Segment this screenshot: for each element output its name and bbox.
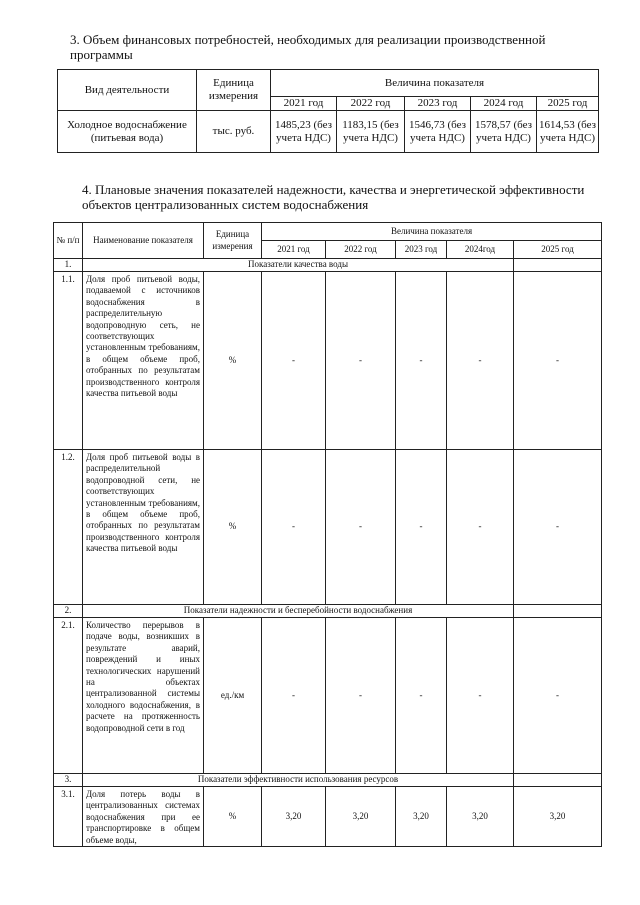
header-value: Величина показателя: [262, 223, 602, 241]
activity-cell: Холодное водоснабжение (питьевая вода): [58, 111, 197, 153]
indicator-name: Количество перерывов в подаче воды, возникших в результате аварий, повреждений и иных технологических нарушений на объектах централизованной системы холодного водоснабжения, в расчете на протяженность водопроводной сети в год: [83, 618, 204, 774]
value-cell: -: [262, 450, 326, 605]
financial-needs-table: [57, 69, 599, 153]
header-year: 2024 год: [471, 97, 537, 111]
row-num: 1.2.: [54, 450, 83, 605]
section-num: 3.: [54, 774, 83, 787]
section-empty-cell: [514, 259, 602, 272]
unit-cell: ед./км: [204, 618, 262, 774]
value-cell: -: [262, 272, 326, 450]
indicator-name: Доля проб питьевой воды, подаваемой с источников водоснабжения в распределительную водопроводную сеть, не соответствующих установленным требованиям, в общем объеме проб, отобранных по результатам производственного контроля качества питьевой воды: [83, 272, 204, 450]
section-empty-cell: [514, 605, 602, 618]
unit-cell: %: [204, 787, 262, 847]
value-cell: -: [447, 618, 514, 774]
row-num: 3.1.: [54, 787, 83, 847]
indicator-name: Доля проб питьевой воды в распределительной водопроводной сети, не соответствующих установленным требованиям, в общем объеме проб, отобранных по результатам производственного контроля качества питьевой воды: [83, 450, 204, 605]
value-cell: -: [326, 450, 396, 605]
value-cell: -: [326, 618, 396, 774]
header-unit: Единица измерения: [204, 223, 262, 259]
header-year: 2022 год: [326, 241, 396, 259]
header-year: 2023 год: [405, 97, 471, 111]
value-cell: 1546,73 (без учета НДС): [405, 111, 471, 153]
value-cell: 3,20: [262, 787, 326, 847]
header-activity: Вид деятельности: [58, 70, 197, 111]
row-num: 2.1.: [54, 618, 83, 774]
value-cell: 1614,53 (без учета НДС): [537, 111, 599, 153]
section-num: 2.: [54, 605, 83, 618]
value-cell: 1578,57 (без учета НДС): [471, 111, 537, 153]
value-cell: -: [396, 272, 447, 450]
value-cell: -: [396, 618, 447, 774]
header-value: Величина показателя: [271, 70, 599, 97]
header-year: 2023 год: [396, 241, 447, 259]
header-year: 2021 год: [262, 241, 326, 259]
section-title: Показатели эффективности использования ресурсов: [83, 774, 514, 787]
indicator-name: Доля потерь воды в централизованных системах водоснабжения при ее транспортировке в общем объеме воды,: [83, 787, 204, 847]
indicators-table: [53, 222, 602, 847]
section-title: Показатели надежности и бесперебойности водоснабжения: [83, 605, 514, 618]
value-cell: -: [514, 450, 602, 605]
value-cell: -: [514, 618, 602, 774]
value-cell: 3,20: [447, 787, 514, 847]
unit-cell: тыс. руб.: [197, 111, 271, 153]
section-4-heading: 4. Плановые значения показателей надежности, качества и энергетической эффективности объектов централизованных систем водоснабжения: [82, 182, 585, 212]
value-cell: -: [262, 618, 326, 774]
header-year: 2021 год: [271, 97, 337, 111]
value-cell: 1485,23 (без учета НДС): [271, 111, 337, 153]
value-cell: -: [447, 450, 514, 605]
value-cell: 1183,15 (без учета НДС): [337, 111, 405, 153]
section-title: Показатели качества воды: [83, 259, 514, 272]
value-cell: -: [326, 272, 396, 450]
value-cell: 3,20: [514, 787, 602, 847]
section-num: 1.: [54, 259, 83, 272]
value-cell: -: [447, 272, 514, 450]
section-3-heading: 3. Объем финансовых потребностей, необходимых для реализации производственной программы: [70, 32, 546, 62]
unit-cell: %: [204, 450, 262, 605]
header-year: 2022 год: [337, 97, 405, 111]
header-year: 2025 год: [514, 241, 602, 259]
value-cell: 3,20: [326, 787, 396, 847]
header-year: 2025 год: [537, 97, 599, 111]
unit-cell: %: [204, 272, 262, 450]
header-year: 2024год: [447, 241, 514, 259]
header-num: № п/п: [54, 223, 83, 259]
value-cell: -: [514, 272, 602, 450]
value-cell: 3,20: [396, 787, 447, 847]
header-name: Наименование показателя: [83, 223, 204, 259]
row-num: 1.1.: [54, 272, 83, 450]
section-empty-cell: [514, 774, 602, 787]
value-cell: -: [396, 450, 447, 605]
header-unit: Единица измерения: [197, 70, 271, 111]
